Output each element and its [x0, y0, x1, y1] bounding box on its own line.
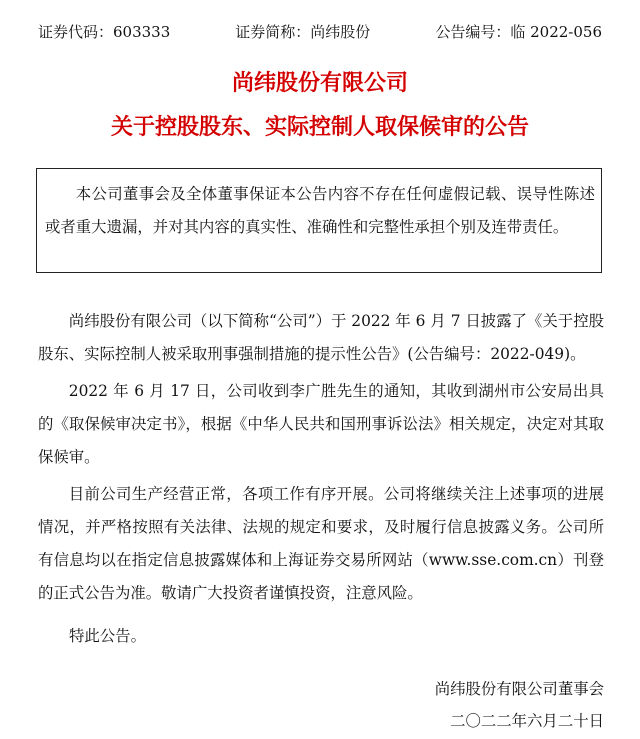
document-header	[38, 22, 602, 42]
signing-board: 尚纬股份有限公司董事会	[434, 680, 604, 698]
body-paragraph-1: 尚纬股份有限公司（以下简称“公司”）于 2022 年 6 月 7 日披露了《关于控股股东、实际控制人被采取刑事强制措施的提示性公告》(公告编号：2022-049)。	[38, 312, 604, 363]
body-paragraph-2: 2022 年 6 月 17 日，公司收到李广胜先生的通知，其收到湖州市公安局出具的《取保候审决定书》，根据《中华人民共和国刑事诉讼法》相关规定，决定对其取保候审。	[38, 382, 604, 466]
company-title: 尚纬股份有限公司	[231, 71, 408, 96]
body-paragraph-3: 目前公司生产经营正常，各项工作有序开展。公司将继续关注上述事项的进展情况，并严格按照有关法律、法规的规定和要求，及时履行信息披露义务。公司所有信息均以在指定信息披露媒体和上海证券交易所网站（www.sse.com.cn）刊登的正式公告为准。敬请广大投资者谨慎投资，注意风险。	[38, 485, 604, 602]
announcement-number: 公告编号：临 2022-056	[435, 23, 602, 41]
closing-statement: 特此公告。	[69, 627, 146, 645]
notice-text: 本公司董事会及全体董事保证本公告内容不存在任何虚假记载、误导性陈述或者重大遗漏，并对其内容的真实性、准确性和完整性承担个别及连带责任。	[45, 185, 595, 236]
announcement-title: 关于控股股东、实际控制人取保候审的公告	[110, 115, 529, 140]
security-short-name: 证券简称：尚纬股份	[235, 23, 371, 41]
security-code: 证券代码：603333	[38, 23, 171, 41]
signing-date: 二〇二二年六月二十日	[450, 712, 604, 730]
board-guarantee-notice	[36, 168, 602, 273]
